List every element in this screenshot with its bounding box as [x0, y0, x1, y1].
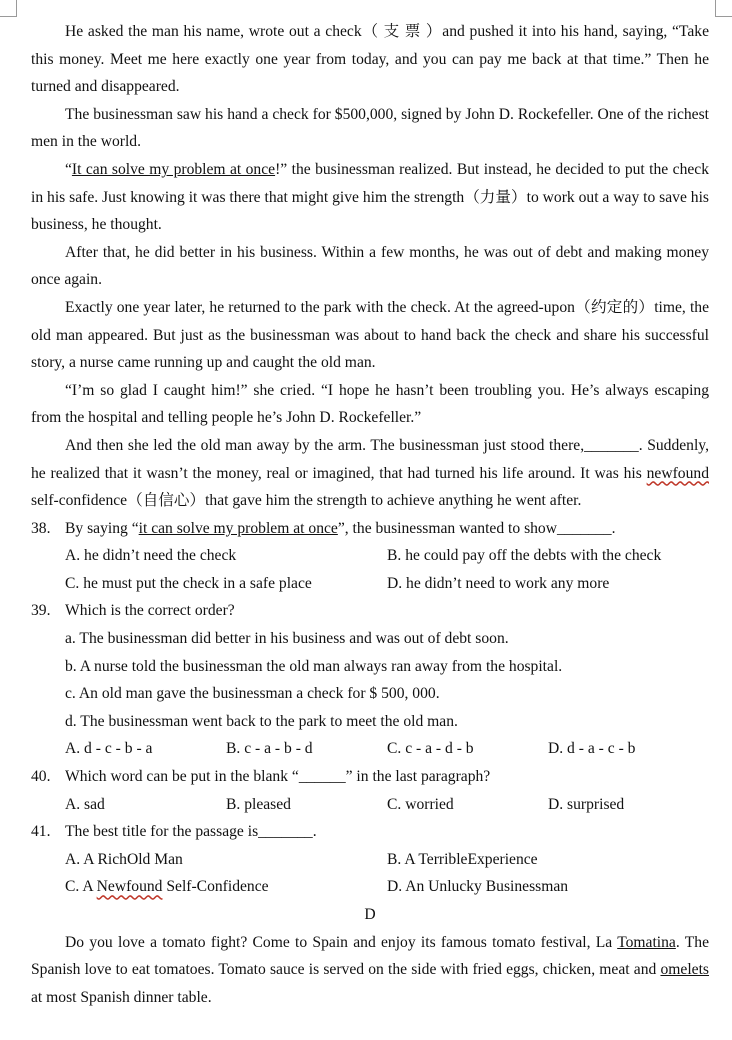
option-b: B. pleased — [226, 795, 291, 813]
option-b: B. A TerribleExperience — [387, 850, 538, 868]
question-38 — [31, 515, 709, 543]
question-41 — [31, 818, 709, 846]
option-b: B. he could pay off the debts with the check — [387, 547, 662, 565]
spellcheck-word: newfound — [646, 464, 709, 482]
option-a: A. d - c - b - a — [65, 740, 153, 758]
statement-a: a. The businessman did better in his business and was out of debt soon. — [65, 630, 509, 648]
question-options — [31, 542, 709, 597]
section-heading: D — [364, 906, 376, 923]
document-page — [31, 18, 709, 1011]
option-c: C. A Newfound Self-Confidence — [65, 878, 269, 896]
passage-paragraph: After that, he did better in his business. Within a few months, he was out of debt and making money once again. — [31, 243, 709, 289]
question-stem: Which word can be put in the blank “______” in the last paragraph? — [65, 768, 491, 786]
question-number: 41. — [31, 823, 51, 841]
option-c: C. he must put the check in a safe place — [65, 574, 312, 592]
option-b: B. c - a - b - d — [226, 740, 313, 758]
passage-paragraph: He asked the man his name, wrote out a check（ 支 票 ）and pushed it into his hand, saying, “Take this money. Meet me here exactly one year from today, and you can pay me back at that time.” Then he turned and disappeared. — [31, 23, 709, 96]
option-c: C. worried — [387, 795, 454, 813]
passage-paragraph: “It can solve my problem at once!” the businessman realized. But instead, he decided to put the check in his safe. Just knowing it was there that might give him the strength（力量）to work out a way to save his business, he thought. — [31, 160, 709, 234]
option-c: C. c - a - d - b — [387, 740, 474, 758]
question-40 — [31, 763, 709, 791]
passage-paragraph: And then she led the old man away by the arm. The businessman just stood there,_______. Suddenly, he realized that it wasn’t the money, real or imagined, that had turned his life around. It was his newfound self-confidence（自信心）that gave him the strength to achieve anything he went after. — [31, 436, 709, 510]
passage-paragraph: “I’m so glad I caught him!” she cried. “I hope he hasn’t been troubling you. He’s always escaping from the hospital and telling people he’s John D. Rockefeller.” — [31, 381, 709, 427]
option-a: A. A RichOld Man — [65, 850, 183, 868]
passage-paragraph: The businessman saw his hand a check for $500,000, signed by John D. Rockefeller. One of the richest men in the world. — [31, 105, 709, 151]
option-d: D. An Unlucky Businessman — [387, 878, 569, 896]
question-stem: The best title for the passage is_______. — [65, 823, 317, 841]
page-corner-mark — [0, 0, 17, 17]
underlined-word: Tomatina — [617, 933, 676, 951]
underlined-phrase: it can solve my problem at once — [138, 519, 338, 537]
option-d: D. he didn’t need to work any more — [387, 574, 610, 592]
statement-d: d. The businessman went back to the park to meet the old man. — [65, 712, 458, 730]
underlined-word: omelets — [660, 961, 709, 979]
passage-paragraph: Exactly one year later, he returned to the park with the check. At the agreed-upon（约定的）time, the old man appeared. But just as the businessman was about to hand back the check and share his successful story, a nurse came running up and caught the old man. — [31, 298, 709, 372]
question-stem: Which is the correct order? — [65, 602, 235, 620]
page-corner-mark — [715, 0, 732, 17]
question-stem: By saying “it can solve my problem at once”, the businessman wanted to show_______. — [65, 519, 616, 537]
option-a: A. he didn’t need the check — [65, 547, 237, 565]
underlined-phrase: It can solve my problem at once — [71, 160, 276, 178]
question-number: 40. — [31, 768, 51, 786]
question-number: 38. — [31, 519, 51, 537]
statement-b: b. A nurse told the businessman the old man always ran away from the hospital. — [65, 657, 563, 675]
question-statements — [31, 625, 709, 763]
option-a: A. sad — [65, 795, 105, 813]
question-options — [31, 846, 709, 901]
option-d: D. surprised — [548, 795, 625, 813]
statement-c: c. An old man gave the businessman a check for $ 500, 000. — [65, 685, 440, 703]
spellcheck-word: Newfound — [96, 878, 163, 896]
question-number: 39. — [31, 602, 51, 620]
passage-paragraph: Do you love a tomato fight? Come to Spain and enjoy its famous tomato festival, La Tomatina. The Spanish love to eat tomatoes. Tomato sauce is served on the side with fried eggs, chicken, meat and omelets at most Spanish dinner table. — [31, 933, 709, 1006]
option-d: D. d - a - c - b — [548, 740, 636, 758]
question-39 — [31, 597, 709, 625]
question-options — [31, 791, 709, 819]
